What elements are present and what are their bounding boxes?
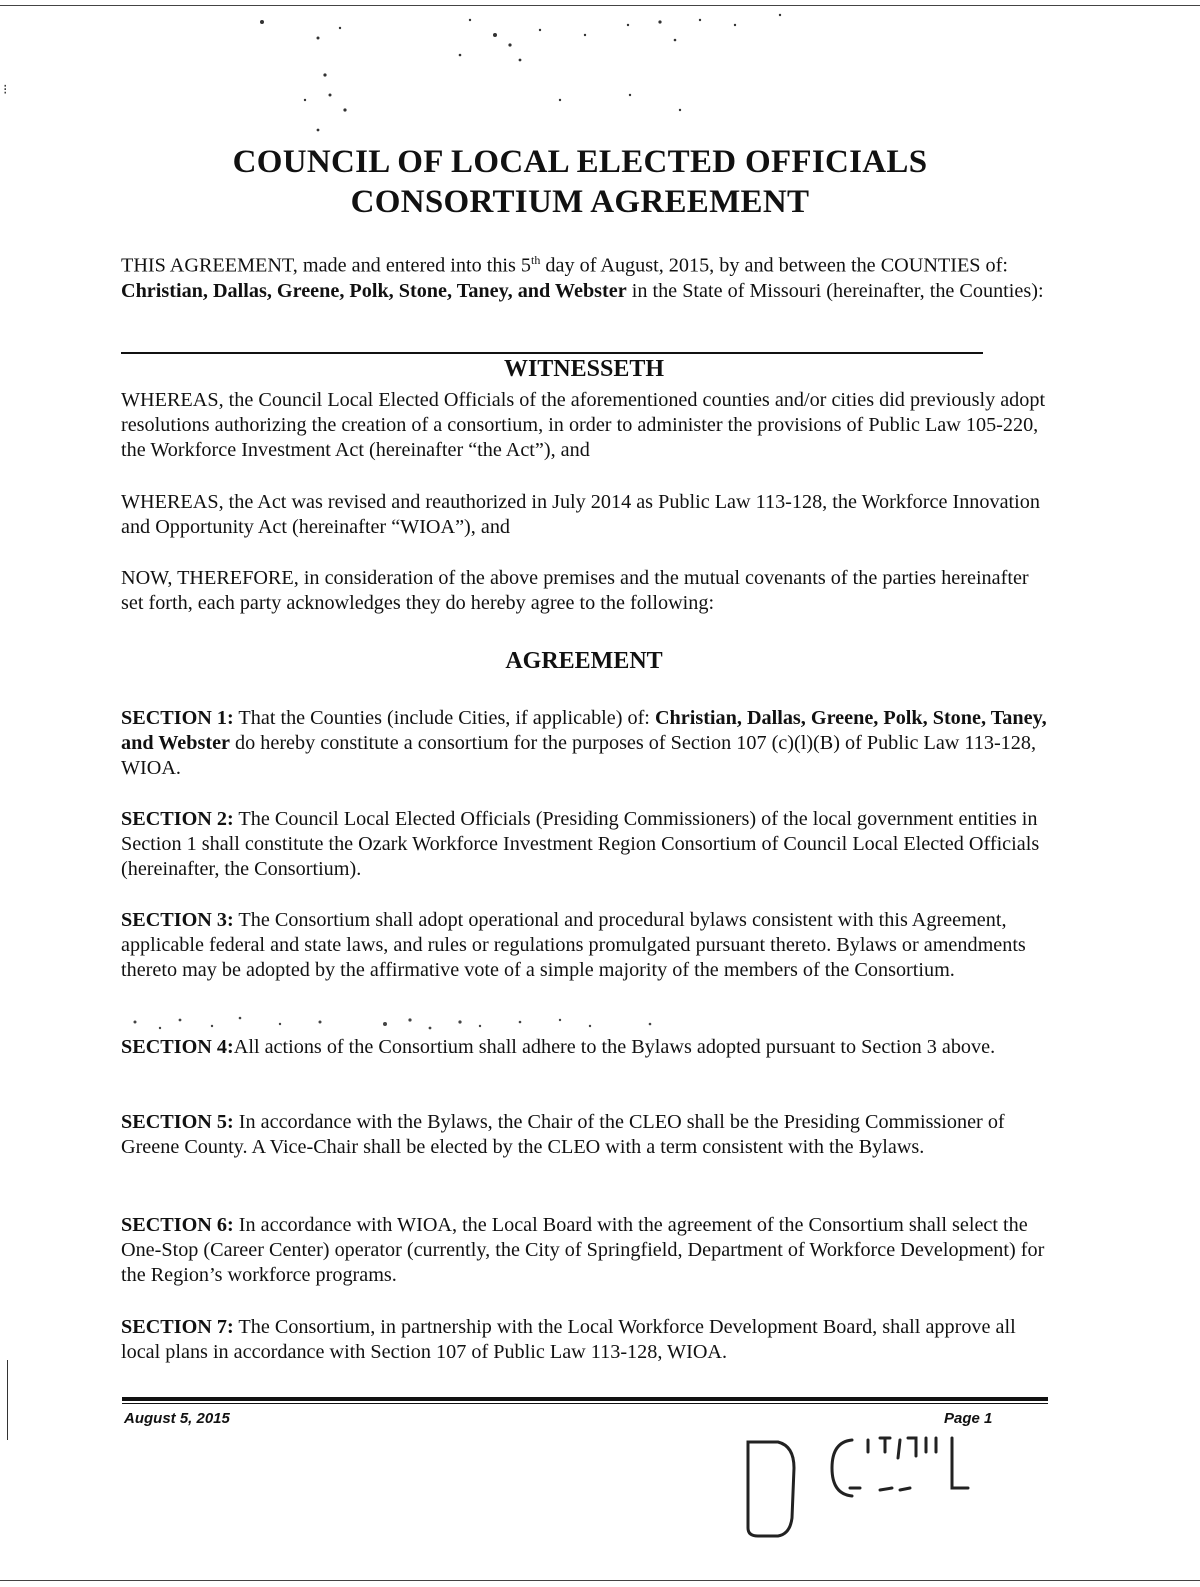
whereas-paragraph-2: WHEREAS, the Act was revised and reauthorized in July 2014 as Public Law 113-128, the Workforce Innovation and Opportunity Act (hereinafter “WIOA”), and xyxy=(121,491,1040,538)
margin-mark: ⁝ xyxy=(3,83,8,98)
scan-noise xyxy=(0,0,1200,160)
agreement-heading: AGREEMENT xyxy=(505,648,663,674)
section-text: The Consortium shall adopt operational and procedural bylaws consistent with this Agreement, applicable federal and state laws, and rules or regulations promulgated pursuant thereto. Bylaws or amendments thereto may be adopted by the affirmative vote of a simple majority of the members of the Consortium. xyxy=(121,909,1026,981)
section-label: SECTION 6: xyxy=(121,1214,234,1236)
intro-counties: Christian, Dallas, Greene, Polk, Stone, Taney, and Webster xyxy=(121,279,627,302)
section-6 xyxy=(121,1213,1051,1288)
margin-line xyxy=(7,1360,8,1440)
footer-rule xyxy=(122,1397,1048,1401)
section-text: In accordance with the Bylaws, the Chair of the CLEO shall be the Presiding Commissioner of Greene County. A Vice-Chair shall be elected by the CLEO with a term consistent with the Bylaws. xyxy=(121,1111,1005,1158)
section-3 xyxy=(121,908,1051,983)
section-text: All actions of the Consortium shall adhere to the Bylaws adopted pursuant to Section 3 above. xyxy=(233,1036,996,1058)
whereas-paragraph-1: WHEREAS, the Council Local Elected Officials of the aforementioned counties and/or cities did previously adopt resolutions authorizing the creation of a consortium, in order to administer the provisions of Public Law 105-220, the Workforce Investment Act (hereinafter “the Act”), and xyxy=(121,389,1046,461)
section-5 xyxy=(121,1110,1051,1160)
footer-rule-thin xyxy=(122,1403,1048,1404)
footer-date: August 5, 2015 xyxy=(124,1410,230,1427)
document-title-line1: COUNCIL OF LOCAL ELECTED OFFICIALS xyxy=(232,144,928,180)
section-text: That the Counties (include Cities, if applicable) of: xyxy=(233,707,655,729)
intro-superscript: th xyxy=(531,253,541,267)
intro-text-pre: THIS AGREEMENT, made and entered into this 5 xyxy=(121,254,532,277)
intro-paragraph xyxy=(121,248,1051,304)
section-2 xyxy=(121,807,1051,882)
section-7 xyxy=(121,1315,1051,1365)
section-label: SECTION 7: xyxy=(121,1316,234,1338)
footer-page-number: Page 1 xyxy=(944,1410,993,1427)
section-text: In accordance with WIOA, the Local Board with the agreement of the Consortium shall select the One-Stop (Career Center) operator (currently, the City of Springfield, Department of Workforce Development) for the Region’s workforce programs. xyxy=(121,1214,1045,1286)
witnesseth-heading: WITNESSETH xyxy=(503,356,665,382)
section-label: SECTION 1: xyxy=(121,707,234,729)
section-text: The Consortium, in partnership with the Local Workforce Development Board, shall approve all local plans in accordance with Section 107 of Public Law 113-128, WIOA. xyxy=(121,1316,1016,1363)
section-4 xyxy=(121,1035,1051,1060)
section-label: SECTION 5: xyxy=(121,1111,234,1133)
original-stamp xyxy=(740,1428,980,1548)
section-counties: Christian, Dallas, Greene, Polk, Stone, Taney, and Webster xyxy=(121,707,1047,754)
section-text: The Council Local Elected Officials (Presiding Commissioners) of the local government entities in Section 1 shall constitute the Ozark Workforce Investment Region Consortium of Council Local Elected Officials (hereinafter, the Consortium). xyxy=(121,808,1040,880)
intro-text-post: in the State of Missouri (hereinafter, the Counties): xyxy=(626,279,1044,302)
section-label: SECTION 2: xyxy=(121,808,234,830)
section-divider xyxy=(121,352,983,354)
section-text: do hereby constitute a consortium for the purposes of Section 107 (c)(l)(B) of Public Law 113-128, WIOA. xyxy=(121,732,1037,779)
now-therefore-paragraph: NOW, THEREFORE, in consideration of the above premises and the mutual covenants of the parties hereinafter set forth, each party acknowledges they do hereby agree to the following: xyxy=(121,567,1029,614)
document-title-line2: CONSORTIUM AGREEMENT xyxy=(350,184,810,220)
section-1 xyxy=(121,706,1051,781)
intro-text-mid: day of August, 2015, by and between the COUNTIES of: xyxy=(540,254,1008,277)
bottom-border-line xyxy=(0,1580,1200,1581)
section-label: SECTION 4: xyxy=(121,1036,234,1058)
section-label: SECTION 3: xyxy=(121,909,234,931)
